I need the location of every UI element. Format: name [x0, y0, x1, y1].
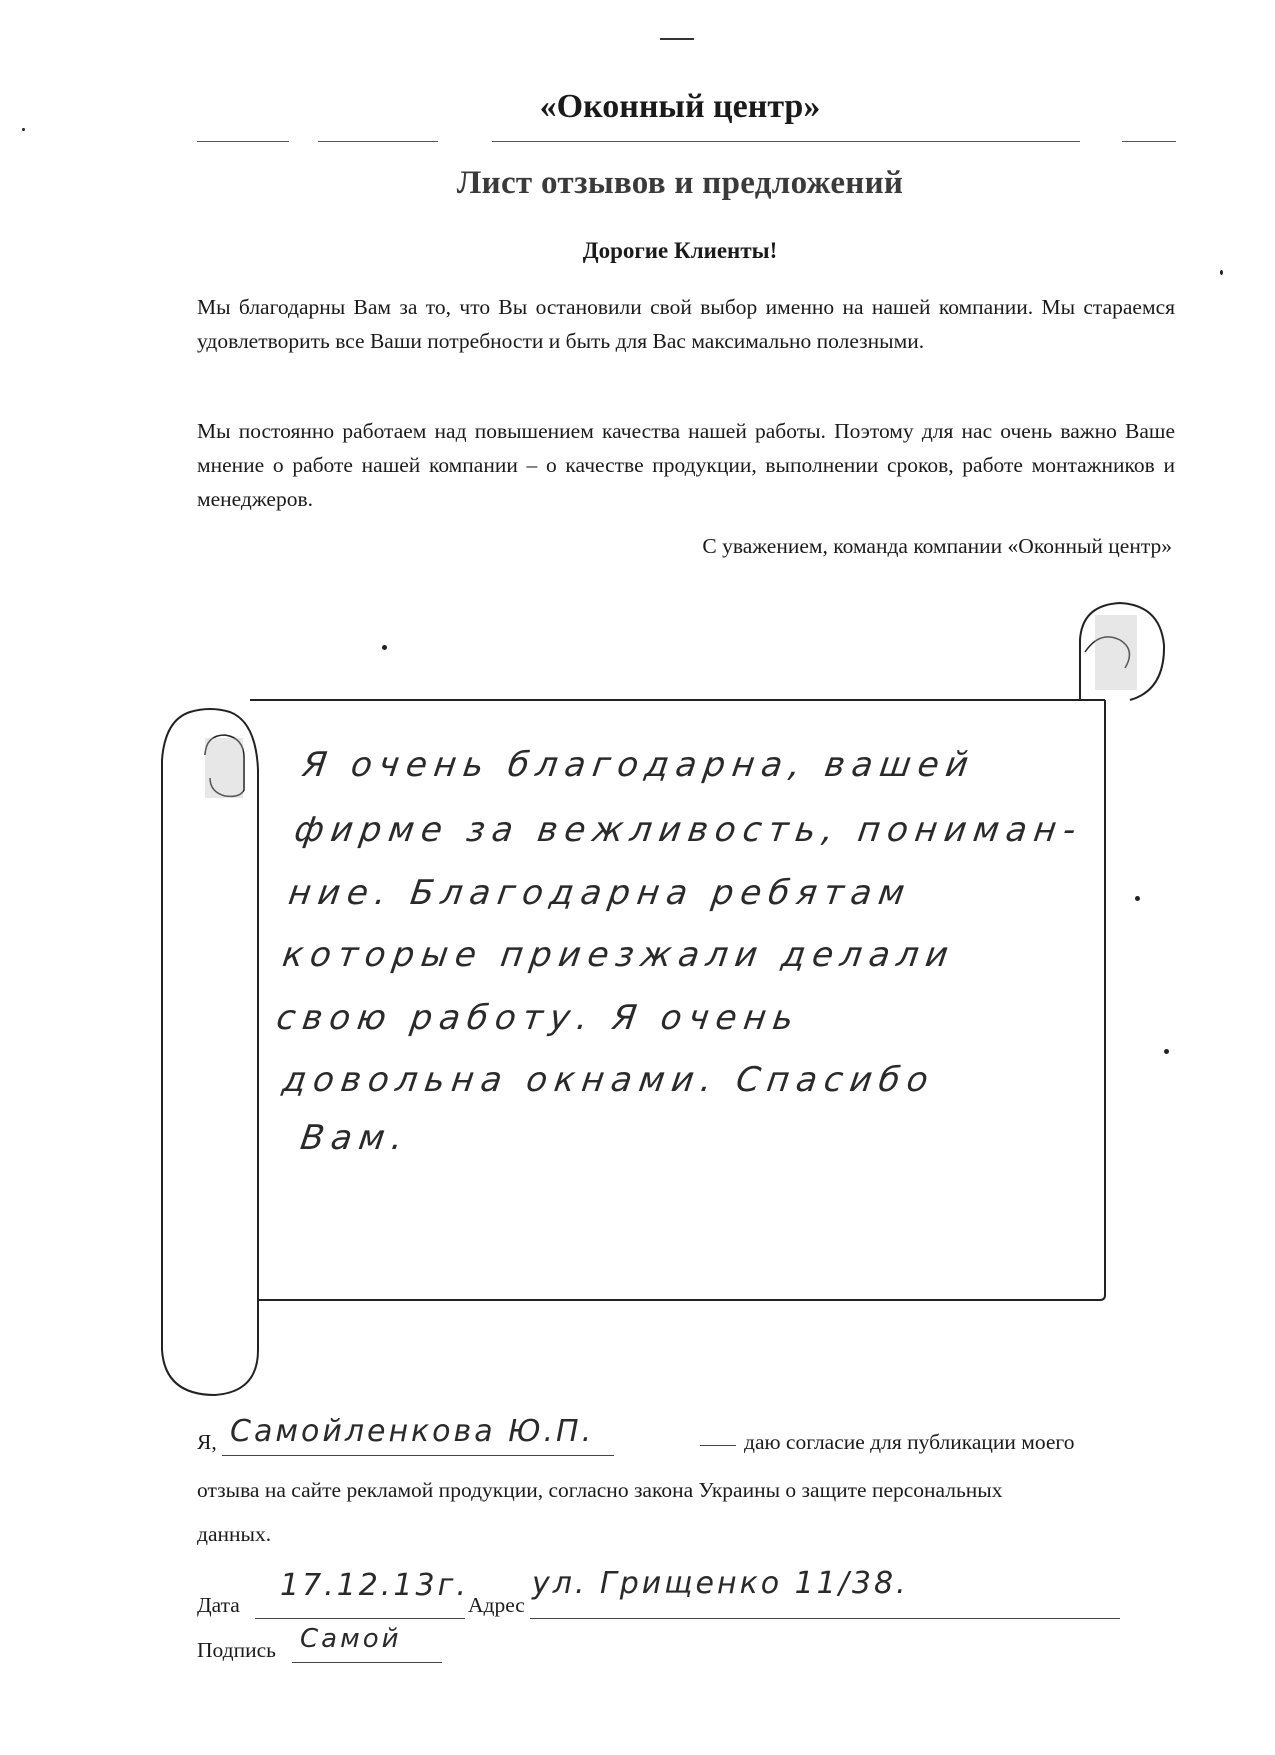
date-label: Дата	[197, 1593, 240, 1617]
review-line-6: довольна окнами. Спасибо	[280, 1060, 938, 1100]
intro-paragraph-2: Мы постоянно работаем над повышением качества нашей работы. Поэтому для нас очень важно Ваше мнение о работе нашей компании – о качестве продукции, выполнении сроков, работе монтажников и менеджеров.	[197, 419, 1175, 511]
consent-name: Самойленкова Ю.П.	[230, 1414, 595, 1449]
review-line-5: свою работу. Я очень	[274, 998, 803, 1038]
blank-field-line	[700, 1445, 736, 1446]
consent-line-3: данных.	[197, 1522, 272, 1546]
review-line-3: ние. Благодарна ребятам	[286, 873, 915, 913]
date-field-line	[255, 1618, 465, 1619]
consent-suffix: даю согласие для публикации моего	[744, 1430, 1075, 1454]
signature-value: Самой	[300, 1624, 402, 1654]
signoff: С уважением, команда компании «Оконный центр»	[702, 534, 1172, 558]
date-value: 17.12.13г.	[280, 1568, 469, 1603]
intro-paragraph-1: Мы благодарны Вам за то, что Вы остановили свой выбор именно на нашей компании. Мы стараемся удовлетворить все Ваши потребности и быть для Вас максимально полезными.	[197, 295, 1175, 353]
sheet-title: Лист отзывов и предложений	[456, 165, 904, 201]
consent-line-2: отзыва на сайте рекламой продукции, согласно закона Украины о защите персональных	[197, 1478, 1003, 1502]
address-label: Адрес	[468, 1593, 525, 1617]
signature-label: Подпись	[197, 1638, 276, 1662]
greeting: Дорогие Клиенты!	[582, 238, 778, 263]
address-field-line	[530, 1618, 1120, 1619]
address-value: ул. Грищенко 11/38.	[532, 1566, 909, 1601]
company-title: «Оконный центр»	[539, 88, 821, 125]
review-line-1: Я очень благодарна, вашей	[300, 745, 978, 785]
consent-prefix: Я,	[197, 1430, 217, 1454]
name-field-line	[222, 1455, 614, 1456]
review-line-4: которые приезжали делали	[280, 935, 958, 975]
signature-field-line	[292, 1662, 442, 1663]
review-line-7: Вам.	[298, 1118, 413, 1158]
review-line-2: фирме за вежливость, пониман-	[292, 810, 1086, 850]
